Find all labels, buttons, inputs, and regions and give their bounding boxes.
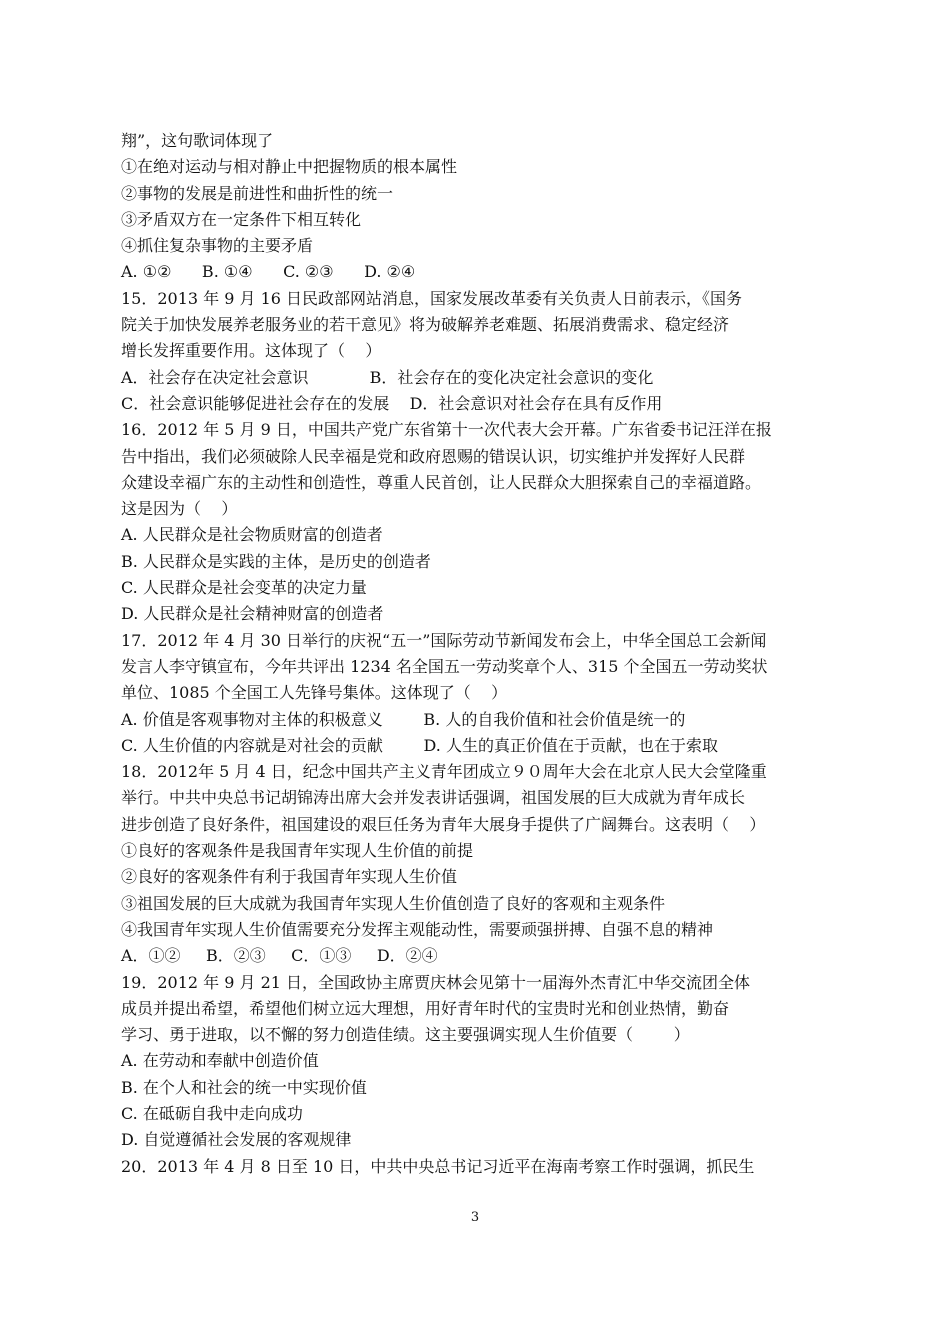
text-line: 学习、勇于进取，以不懈的努力创造佳绩。这主要强调实现人生价值要（ ） [121, 1025, 690, 1045]
text-line: D. 自觉遵循社会发展的客观规律 [121, 1130, 352, 1150]
page-content [121, 128, 836, 1180]
text-line: ③祖国发展的巨大成就为我国青年实现人生价值创造了良好的客观和主观条件 [121, 893, 666, 913]
text-line: 增长发挥重要作用。这体现了（ ） [121, 341, 382, 361]
text-line: A．①② B．②③ C．①③ D．②④ [121, 946, 438, 966]
text-line: 17．2012 年 4 月 30 日举行的庆祝“五一”国际劳动节新闻发布会上，中华全国总工会新闻 [121, 630, 767, 650]
text-line: A. 价值是客观事物对主体的积极意义 B. 人的自我价值和社会价值是统一的 [121, 709, 686, 729]
text-line: 15．2013 年 9 月 16 日民政部网站消息，国家发展改革委有关负责人日前表示，《国务 [121, 288, 743, 308]
text-line: C. 人生价值的内容就是对社会的贡献 D. 人生的真正价值在于贡献，也在于索取 [121, 735, 718, 755]
text-line: B. 在个人和社会的统一中实现价值 [121, 1077, 367, 1097]
text-line: 19．2012 年 9 月 21 日，全国政协主席贾庆林会见第十一届海外杰青汇中华交流团全体 [121, 972, 751, 992]
text-line: A．社会存在决定社会意识 B．社会存在的变化决定社会意识的变化 [121, 367, 654, 387]
text-line: 20．2013 年 4 月 8 日至 10 日，中共中央总书记习近平在海南考察工作时强调，抓民生 [121, 1156, 755, 1176]
text-line: A. 人民群众是社会物质财富的创造者 [121, 525, 383, 545]
text-line: ③矛盾双方在一定条件下相互转化 [121, 209, 362, 229]
text-line: 院关于加快发展养老服务业的若干意见》将为破解养老难题、拓展消费需求、稳定经济 [121, 315, 730, 335]
text-line: 众建设幸福广东的主动性和创造性，尊重人民首创，让人民群众大胆探索自己的幸福道路。 [121, 472, 762, 492]
text-line: ②事物的发展是前进性和曲折性的统一 [121, 183, 394, 203]
text-line: ①良好的客观条件是我国青年实现人生价值的前提 [121, 841, 474, 861]
text-line: D. 人民群众是社会精神财富的创造者 [121, 604, 384, 624]
text-line: 进步创造了良好条件，祖国建设的艰巨任务为青年大展身手提供了广阔舞台。这表明（ ） [121, 814, 766, 834]
text-line: 单位、1085 个全国工人先锋号集体。这体现了（ ） [121, 683, 508, 703]
text-line: ④抓住复杂事物的主要矛盾 [121, 236, 314, 256]
page-number: 3 [470, 1210, 480, 1225]
text-line: 成员并提出希望，希望他们树立远大理想，用好青年时代的宝贵时光和创业热情，勤奋 [121, 998, 730, 1018]
text-line: C．社会意识能够促进社会存在的发展 D．社会意识对社会存在具有反作用 [121, 393, 663, 413]
text-line: A. 在劳动和奉献中创造价值 [121, 1051, 319, 1071]
text-line: 18．2012年 5 月 4 日，纪念中国共产主义青年团成立９０周年大会在北京人民大会堂隆重 [121, 762, 767, 782]
text-line: 16．2012 年 5 月 9 日，中国共产党广东省第十一次代表大会开幕。广东省委书记汪洋在报 [121, 420, 772, 440]
text-line: 这是因为（ ） [121, 499, 238, 519]
text-line: C. 人民群众是社会变革的决定力量 [121, 578, 367, 598]
text-line: B. 人民群众是实践的主体，是历史的创造者 [121, 551, 431, 571]
text-line: 发言人李守镇宣布，今年共评出 1234 名全国五一劳动奖章个人、315 个全国五一劳动奖状 [121, 656, 768, 676]
text-line: ④我国青年实现人生价值需要充分发挥主观能动性，需要顽强拼搏、自强不息的精神 [121, 919, 714, 939]
text-line: 告中指出，我们必须破除人民幸福是党和政府恩赐的错误认识，切实维护并发挥好人民群 [121, 446, 746, 466]
text-line: 举行。中共中央总书记胡锦涛出席大会并发表讲话强调，祖国发展的巨大成就为青年成长 [121, 788, 746, 808]
text-line: 翔”，这句歌词体现了 [121, 131, 274, 150]
text-line: ①在绝对运动与相对静止中把握物质的根本属性 [121, 157, 458, 177]
text-line: A. ①② B. ①④ C. ②③ D. ②④ [121, 262, 416, 282]
text-line: C. 在砥砺自我中走向成功 [121, 1103, 303, 1123]
text-line: ②良好的客观条件有利于我国青年实现人生价值 [121, 867, 458, 887]
